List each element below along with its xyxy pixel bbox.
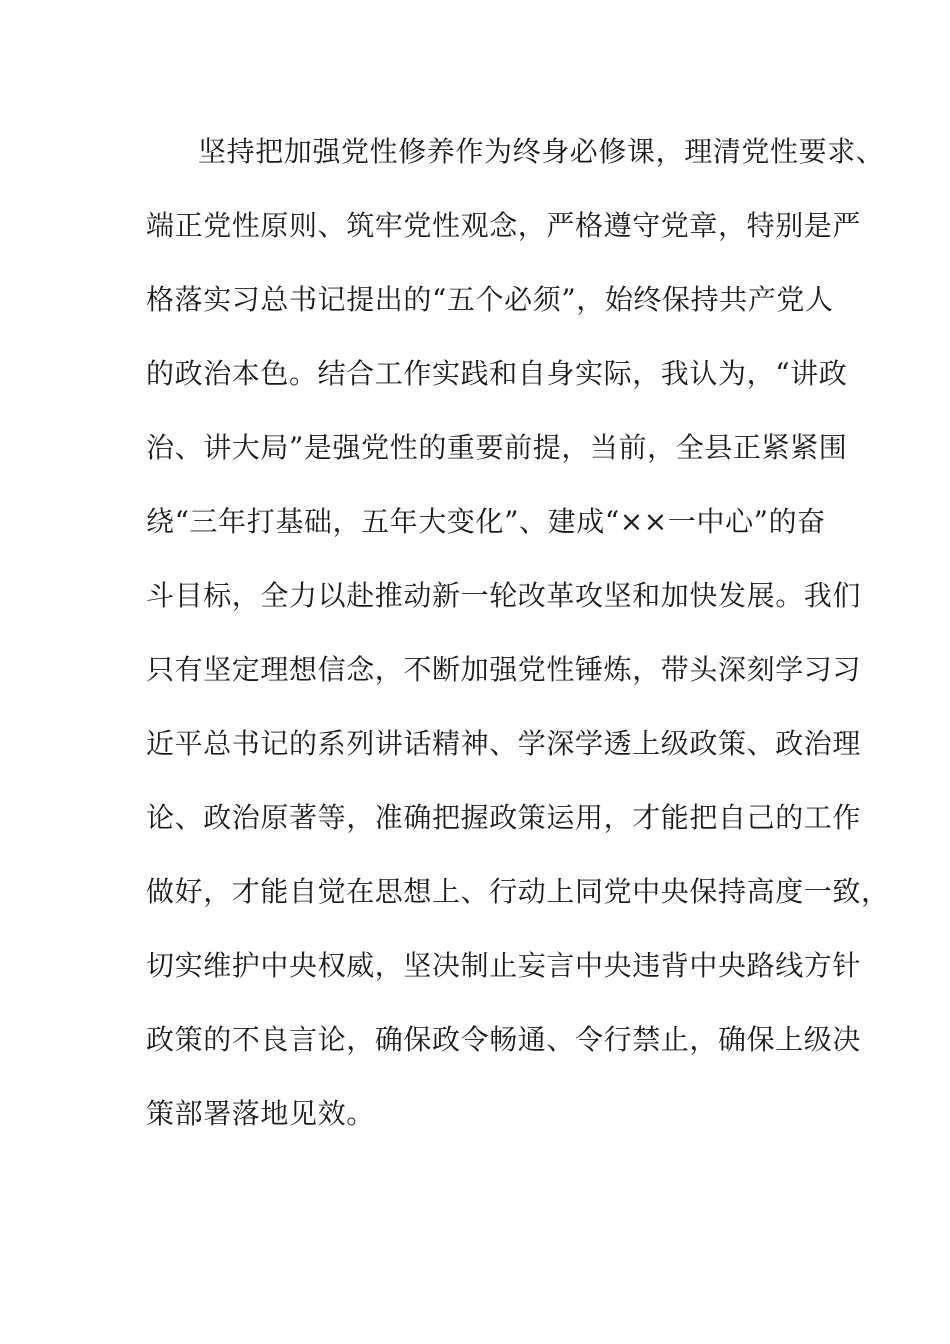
- paragraph-line-7: 斗目标，全力以赴推动新一轮改革攻坚和加快发展。我们: [146, 579, 862, 612]
- paragraph-line-9: 近平总书记的系列讲话精神、学深学透上级政策、政治理: [146, 727, 862, 760]
- paragraph-line-6: 绕“三年打基础，五年大变化”、建成“××一中心”的奋: [146, 505, 826, 538]
- paragraph-line-13: 政策的不良言论，确保政令畅通、令行禁止，确保上级决: [146, 1023, 862, 1056]
- paragraph-line-5: 治、讲大局”是强党性的重要前提，当前，全县正紧紧围: [146, 431, 848, 464]
- paragraph-line-12: 切实维护中央权威，坚决制止妄言中央违背中央路线方针: [146, 949, 862, 982]
- paragraph-line-8: 只有坚定理想信念，不断加强党性锤炼，带头深刻学习习: [146, 653, 862, 686]
- body-paragraph: [146, 124, 890, 1160]
- paragraph-line-3: 格落实习总书记提出的“五个必须”，始终保持共产党人: [146, 283, 834, 316]
- paragraph-line-14: 策部署落地见效。: [146, 1097, 375, 1130]
- paragraph-line-2: 端正党性原则、筑牢党性观念，严格遵守党章，特别是严: [146, 209, 862, 242]
- paragraph-line-1: 坚持把加强党性修养作为终身必修课，理清党性要求、: [198, 135, 885, 168]
- paragraph-line-10: 论、政治原著等，准确把握政策运用，才能把自己的工作: [146, 801, 862, 834]
- paragraph-line-4: 的政治本色。结合工作实践和自身实际，我认为，“讲政: [146, 357, 848, 390]
- paragraph-line-11: 做好，才能自觉在思想上、行动上同党中央保持高度一致，: [146, 875, 890, 908]
